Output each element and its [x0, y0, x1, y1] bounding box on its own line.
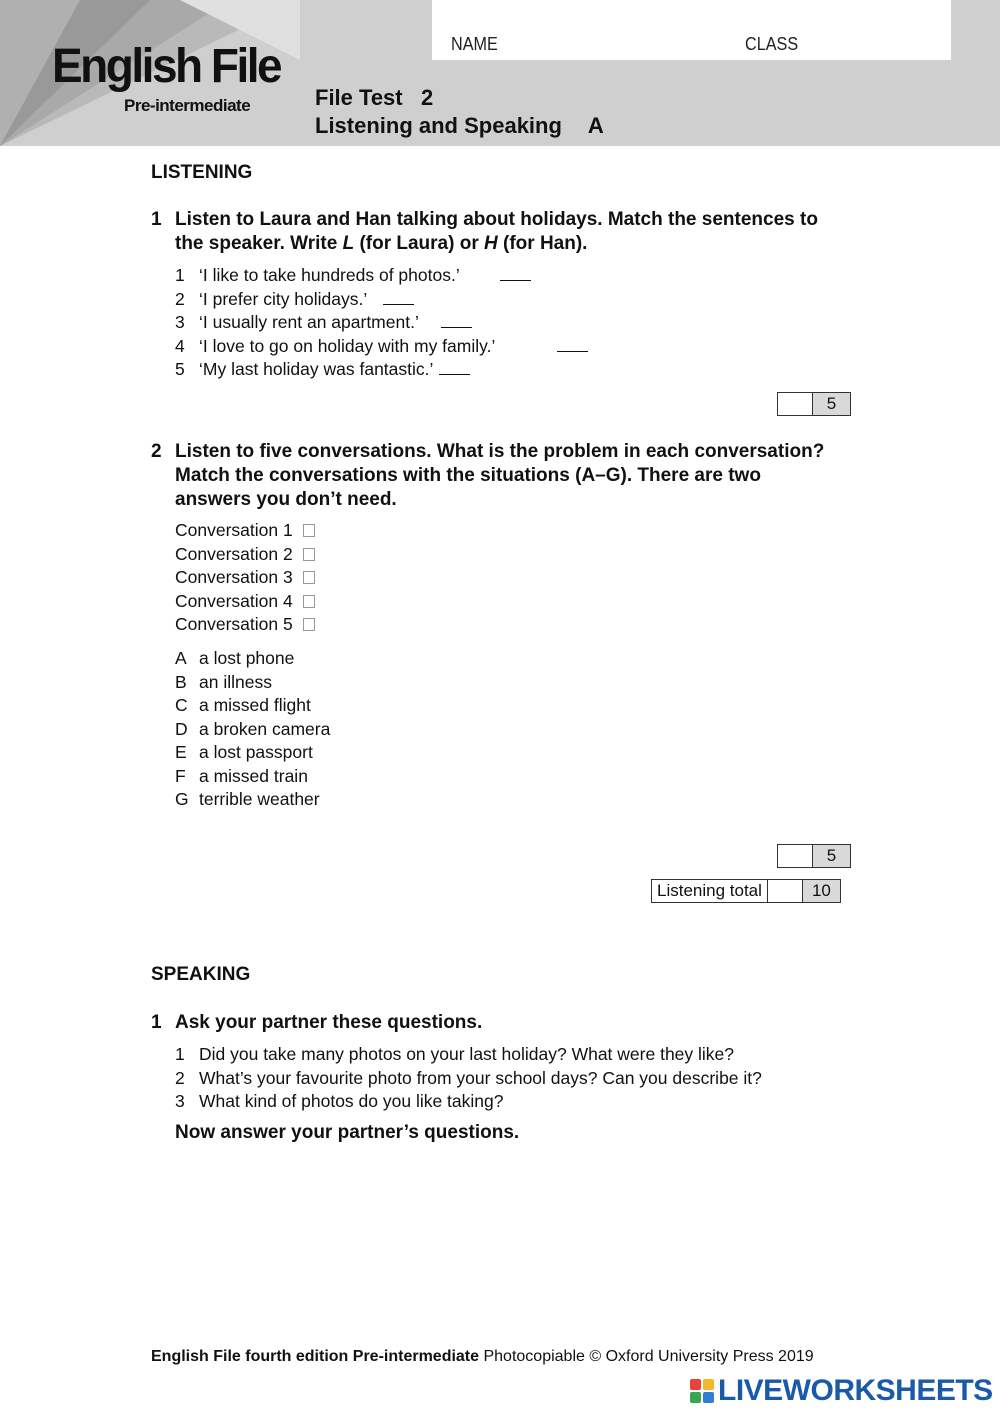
- answer-box[interactable]: [303, 571, 315, 584]
- answer-blank[interactable]: [383, 304, 414, 305]
- answer-box[interactable]: [303, 524, 315, 537]
- listening-total-box: [651, 879, 841, 903]
- score-input[interactable]: [778, 845, 813, 867]
- liveworksheets-logo-icon: [690, 1379, 714, 1403]
- list-item: Conversation 3: [175, 566, 315, 590]
- question-number: 2: [151, 441, 162, 462]
- speaking-q1-heading: [151, 1011, 851, 1035]
- answer-box[interactable]: [303, 595, 315, 608]
- class-label: CLASS: [745, 34, 799, 54]
- listening-q1-items: [175, 264, 588, 382]
- question-prompt: Listen to five conversations. What is the problem in each conversation? Match the conversations with the situations (A–G). There are two answers you don’t need.: [175, 441, 825, 510]
- question-number: 1: [151, 209, 162, 230]
- speaking-closing: Now answer your partner’s questions.: [175, 1122, 520, 1143]
- listening-q1-heading: [151, 208, 851, 256]
- score-input[interactable]: [778, 393, 813, 415]
- footer-bold: English File fourth edition Pre-intermediate: [151, 1348, 480, 1365]
- test-title: [315, 85, 433, 111]
- question-prompt: Listen to Laura and Han talking about holidays. Match the sentences to the speaker. Write L (for Laura) or H (for Han).: [175, 209, 818, 254]
- q1-score-box: [777, 392, 851, 416]
- test-version: A: [587, 113, 604, 138]
- list-item: 3 ‘I usually rent an apartment.’: [175, 311, 588, 335]
- list-item: D a broken camera: [175, 718, 331, 739]
- answer-blank[interactable]: [439, 374, 470, 375]
- footer-text: Photocopiable © Oxford University Press 2019: [479, 1348, 814, 1365]
- list-item: C a missed flight: [175, 695, 311, 715]
- speaking-questions: [175, 1043, 762, 1114]
- score-input[interactable]: [768, 880, 803, 902]
- test-subtitle: [315, 113, 604, 139]
- page-header: [0, 0, 1000, 146]
- name-class-box: [432, 0, 951, 60]
- question-prompt: Ask your partner these questions.: [175, 1012, 483, 1033]
- list-item: 2 What’s your favourite photo from your school days? Can you describe it?: [175, 1067, 762, 1088]
- situation-options: [175, 647, 330, 812]
- listening-total-label: Listening total: [652, 880, 768, 902]
- answer-blank[interactable]: [557, 351, 588, 352]
- question-number: 1: [151, 1012, 162, 1033]
- answer-blank[interactable]: [500, 280, 531, 281]
- list-item: A a lost phone: [175, 648, 295, 668]
- liveworksheets-text: LIVEWORKSHEETS: [718, 1374, 993, 1407]
- test-title-text: File Test 2: [315, 85, 434, 110]
- conversation-list: [175, 519, 315, 637]
- name-label: NAME: [451, 34, 498, 54]
- list-item: 5 ‘My last holiday was fantastic.’: [175, 358, 588, 382]
- answer-box[interactable]: [303, 548, 315, 561]
- list-item: G terrible weather: [175, 789, 320, 809]
- list-item: Conversation 1: [175, 519, 315, 543]
- list-item: E a lost passport: [175, 742, 313, 762]
- list-item: Conversation 2: [175, 543, 315, 567]
- list-item: 2 ‘I prefer city holidays.’: [175, 288, 588, 312]
- logo-title: English File: [52, 37, 281, 93]
- test-subtitle-text: Listening and Speaking: [315, 113, 562, 138]
- score-max: 10: [803, 880, 840, 902]
- score-max: 5: [813, 845, 850, 867]
- list-item: Conversation 4: [175, 590, 315, 614]
- logo-level: Pre-intermediate: [124, 96, 251, 115]
- q2-score-box: [777, 844, 851, 868]
- liveworksheets-watermark: [690, 1374, 993, 1408]
- speaking-section-title: SPEAKING: [151, 964, 251, 985]
- copyright-footer: [151, 1348, 814, 1366]
- answer-blank[interactable]: [441, 327, 472, 328]
- listening-section-title: LISTENING: [151, 162, 253, 183]
- list-item: Conversation 5: [175, 613, 315, 637]
- list-item: 3 What kind of photos do you like taking?: [175, 1091, 504, 1111]
- list-item: F a missed train: [175, 765, 308, 786]
- list-item: B an illness: [175, 671, 272, 692]
- list-item: 4 ‘I love to go on holiday with my family.’: [175, 335, 588, 359]
- listening-q2-heading: [151, 440, 851, 512]
- score-max: 5: [813, 393, 850, 415]
- list-item: 1 Did you take many photos on your last holiday? What were they like?: [175, 1044, 735, 1064]
- answer-box[interactable]: [303, 618, 315, 631]
- list-item: 1 ‘I like to take hundreds of photos.’: [175, 264, 588, 288]
